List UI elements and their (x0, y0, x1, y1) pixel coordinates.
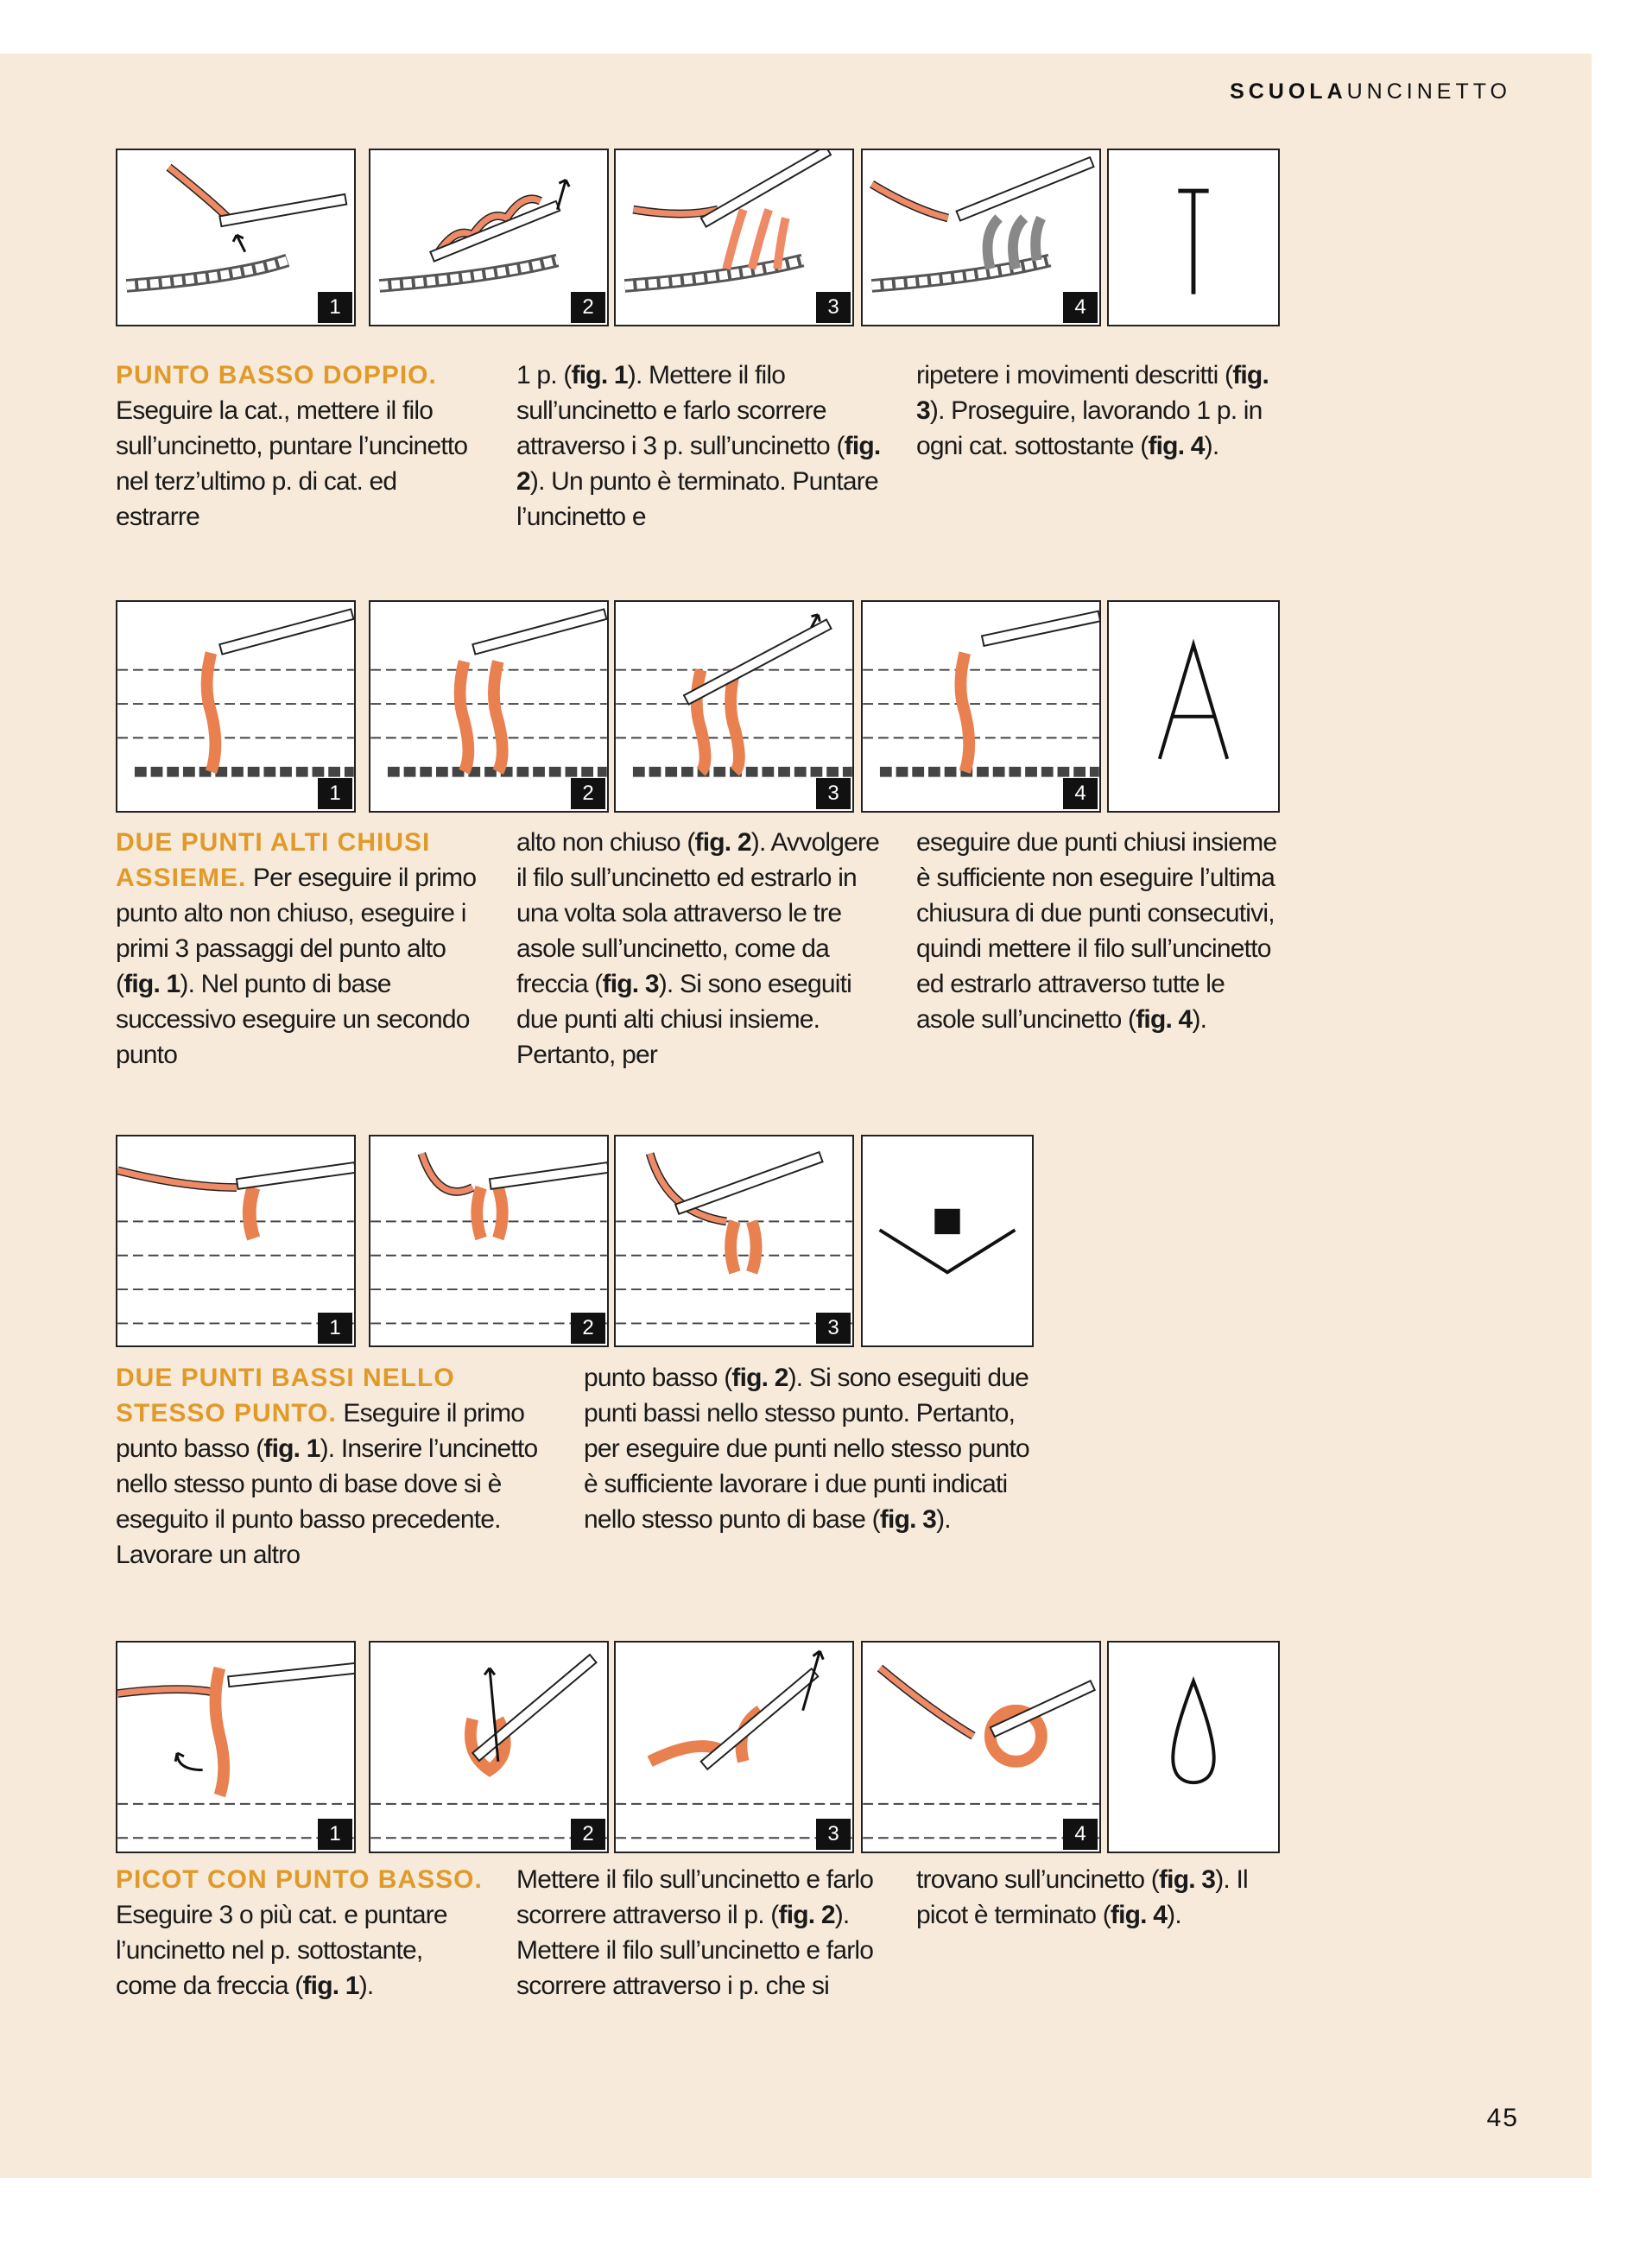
fig-reference: fig. 2 (694, 828, 751, 857)
figure-number: 2 (571, 1313, 605, 1344)
fig-reference: fig. 2 (778, 1901, 835, 1929)
increase-symbol-icon (863, 1136, 1032, 1345)
brand-bold: SCUOLA (1230, 79, 1347, 104)
figure-1-4 (861, 149, 1101, 326)
figure-number: 4 (1063, 778, 1098, 809)
figure-number: 3 (816, 292, 851, 323)
body-text: 1 p. ( (516, 361, 572, 389)
body-text: Mettere il filo sull’uncinetto e farlo scorrere attraverso il p. ( (516, 1865, 874, 1929)
running-head (1230, 79, 1511, 104)
body-text: ). Si sono eseguiti due punti bassi nello stesso punto. Pertanto, per eseguire due punti nello stesso punto è sufficiente lavorare i due punti indicati nello stesso punto di base ( (584, 1364, 1029, 1534)
figure-4-3 (614, 1641, 854, 1853)
page-number: 45 (1486, 2104, 1519, 2132)
fig-reference: fig. 2 (731, 1364, 788, 1392)
body-text: ). (936, 1505, 951, 1534)
body-text: ). (1167, 1901, 1181, 1929)
treble-symbol-icon (1109, 150, 1278, 325)
body-text: ripetere i movimenti descritti ( (916, 361, 1233, 389)
figure-2-1 (116, 600, 356, 813)
section-title: PUNTO BASSO DOPPIO. (116, 361, 437, 389)
fig-reference: fig. 4 (1148, 432, 1205, 460)
body-text: Per eseguire il primo punto alto non chiuso, eseguire i primi 3 passaggi del punto alto ( (116, 864, 477, 998)
figure-number: 2 (571, 292, 605, 323)
fig-reference: fig. 3 (879, 1505, 937, 1534)
figure-number: 2 (571, 1819, 605, 1850)
picot-symbol (1107, 1641, 1280, 1853)
section-4-col-1 (116, 1862, 487, 2004)
figure-3-2 (369, 1135, 609, 1347)
body-text: ). (358, 1972, 374, 2000)
body-text: Eseguire la cat., mettere il filo sull’uncinetto, puntare l’uncinetto nel terz’ultimo p. di cat. ed estrarre (116, 396, 468, 531)
section-1-col-3 (916, 358, 1288, 464)
figure-3-3 (614, 1135, 854, 1347)
body-text: ). Un punto è terminato. Puntare l’uncinetto e (516, 467, 878, 531)
fig-reference: fig. 1 (123, 970, 180, 998)
figure-4-1 (116, 1641, 356, 1853)
body-text: punto basso ( (584, 1364, 732, 1392)
fig-reference: fig. 3 (602, 970, 659, 998)
fig-reference: fig. 3 (916, 361, 1269, 425)
v-symbol (861, 1135, 1034, 1347)
figure-1-1 (116, 149, 356, 326)
figure-4-2 (369, 1641, 609, 1853)
figure-number: 4 (1063, 1819, 1098, 1850)
body-text: ). Si sono eseguiti due punti alti chiusi insieme. Pertanto, per (516, 970, 851, 1069)
section-2-col-2 (516, 825, 888, 1073)
page (0, 54, 1592, 2178)
fig-reference: fig. 1 (571, 361, 628, 389)
section-3-col-2 (584, 1360, 1033, 1537)
body-text: ). Proseguire, lavorando 1 p. in ogni cat. sottostante ( (916, 396, 1263, 460)
body-text: ). Il picot è terminato ( (916, 1865, 1248, 1929)
figure-number: 3 (816, 1313, 851, 1344)
section-2-col-1 (116, 825, 487, 1073)
picot-symbol-icon (1109, 1643, 1278, 1852)
body-text: ). (1192, 1005, 1207, 1034)
figure-2-3 (614, 600, 854, 813)
figure-number: 1 (318, 1819, 352, 1850)
a-symbol (1107, 600, 1280, 813)
figure-number: 4 (1063, 292, 1098, 323)
figure-number: 2 (571, 778, 605, 809)
figure-number: 1 (318, 292, 352, 323)
figure-1-3 (614, 149, 854, 326)
section-title: PICOT CON PUNTO BASSO. (116, 1865, 483, 1894)
figure-4-4 (861, 1641, 1101, 1853)
fig-reference: fig. 3 (1158, 1865, 1216, 1894)
fig-reference: fig. 1 (263, 1434, 320, 1463)
figure-1-2 (369, 149, 609, 326)
body-text: ). Nel punto di base successivo eseguire un secondo punto (116, 970, 470, 1069)
figure-number: 1 (318, 778, 352, 809)
figure-3-1 (116, 1135, 356, 1347)
figure-number: 3 (816, 1819, 851, 1850)
section-2-col-3 (916, 825, 1288, 1037)
fig-reference: fig. 2 (516, 432, 881, 496)
body-text: Eseguire il primo punto basso ( (116, 1399, 525, 1463)
body-text: ). Inserire l’uncinetto nello stesso punto di base dove si è eseguito il punto basso precedente. Lavorare un altro (116, 1434, 538, 1569)
brand-light: UNCINETTO (1346, 79, 1511, 104)
body-text: ). Mettere il filo sull’uncinetto e farlo scorrere attraverso i p. che si (516, 1901, 874, 2000)
body-text: ). (1204, 432, 1219, 460)
figure-number: 1 (318, 1313, 352, 1344)
fig-reference: fig. 4 (1110, 1901, 1168, 1929)
decrease-symbol-icon (1109, 602, 1278, 811)
section-title: DUE PUNTI ALTI CHIUSI ASSIEME. (116, 828, 431, 892)
section-4-col-3 (916, 1862, 1288, 1933)
body-text: ). Mettere il filo sull’uncinetto e farlo scorrere attraverso i 3 p. sull’uncinetto ( (516, 361, 845, 460)
fig-reference: fig. 4 (1136, 1005, 1193, 1034)
t-symbol (1107, 149, 1280, 326)
body-text: Eseguire 3 o più cat. e puntare l’uncinetto nel p. sottostante, come da freccia ( (116, 1901, 447, 2000)
figure-2-4 (861, 600, 1101, 813)
section-title: DUE PUNTI BASSI NELLO STESSO PUNTO. (116, 1364, 455, 1428)
section-1-col-2 (516, 358, 888, 535)
body-text: trovano sull’uncinetto ( (916, 1865, 1159, 1894)
body-text: alto non chiuso ( (516, 828, 695, 857)
fig-reference: fig. 1 (302, 1972, 359, 2000)
figure-number: 3 (816, 778, 851, 809)
section-3-col-1 (116, 1360, 556, 1573)
section-1-col-1 (116, 358, 485, 535)
section-4-col-2 (516, 1862, 888, 2004)
body-text: ). Avvolgere il filo sull’uncinetto ed estrarlo in una volta sola attraverso le tre asole sull’uncinetto, come da freccia ( (516, 828, 880, 998)
body-text: eseguire due punti chiusi insieme è sufficiente non eseguire l’ultima chiusura di due punti consecutivi, quindi mettere il filo sull’uncinetto ed estrarlo attraverso tutte le asole sull’uncinetto ( (916, 828, 1277, 1034)
figure-2-2 (369, 600, 609, 813)
